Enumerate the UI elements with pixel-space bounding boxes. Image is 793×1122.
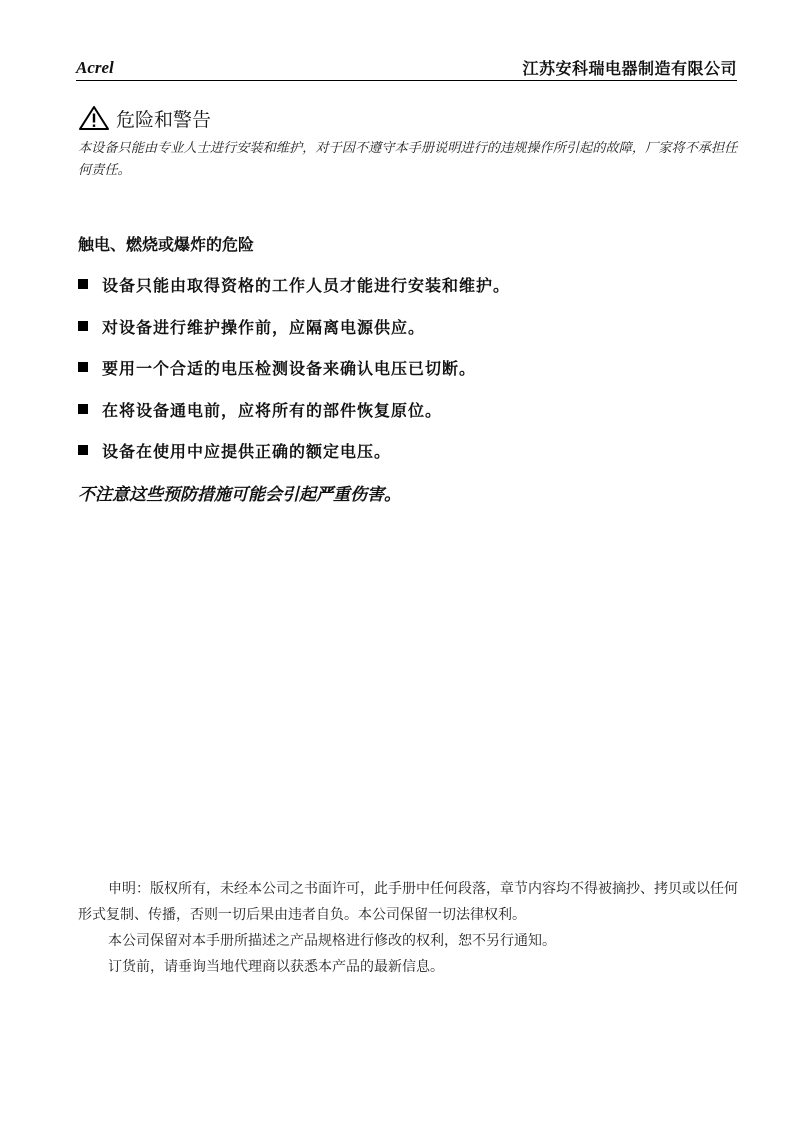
warning-title: 危险和警告 (116, 108, 212, 131)
square-bullet-icon (78, 404, 88, 414)
list-item-text: 设备只能由取得资格的工作人员才能进行安装和维护。 (102, 275, 511, 295)
list-item (78, 272, 510, 296)
square-bullet-icon (78, 362, 88, 372)
ordering-notice: 订货前，请垂询当地代理商以获悉本产品的最新信息。 (108, 959, 444, 975)
company-name: 江苏安科瑞电器制造有限公司 (522, 59, 737, 78)
page-header (76, 54, 737, 81)
hazard-heading: 触电、燃烧或爆炸的危险 (78, 235, 255, 254)
list-item-text: 对设备进行维护操作前，应隔离电源供应。 (102, 317, 426, 337)
list-item (78, 355, 476, 379)
footer-notice (78, 876, 740, 980)
square-bullet-icon (78, 321, 88, 331)
caution-note: 不注意这些预防措施可能会引起严重伤害。 (78, 485, 401, 505)
list-item (78, 397, 442, 421)
list-item-text: 要用一个合适的电压检测设备来确认电压已切断。 (102, 358, 477, 378)
list-item (78, 314, 425, 338)
copyright-statement: 申明：版权所有，未经本公司之书面许可，此手册中任何段落，章节内容均不得被摘抄、拷贝或以任何形式复制、传播，否则一切后果由违者自负。本公司保留一切法律权利。 (78, 881, 738, 923)
square-bullet-icon (78, 445, 88, 455)
square-bullet-icon (78, 279, 88, 289)
warning-title-row (78, 104, 211, 132)
modification-notice: 本公司保留对本手册所描述之产品规格进行修改的权利，恕不另行通知。 (108, 933, 556, 949)
brand-name: Acrel (76, 58, 114, 77)
list-item-text: 在将设备通电前，应将所有的部件恢复原位。 (102, 400, 443, 420)
list-item (78, 438, 391, 462)
warning-intro: 本设备只能由专业人士进行安装和维护，对于因不遵守本手册说明进行的违规操作所引起的故障，厂家将不承担任何责任。 (78, 141, 738, 178)
list-item-text: 设备在使用中应提供正确的额定电压。 (102, 441, 392, 461)
warning-triangle-icon (78, 105, 110, 131)
